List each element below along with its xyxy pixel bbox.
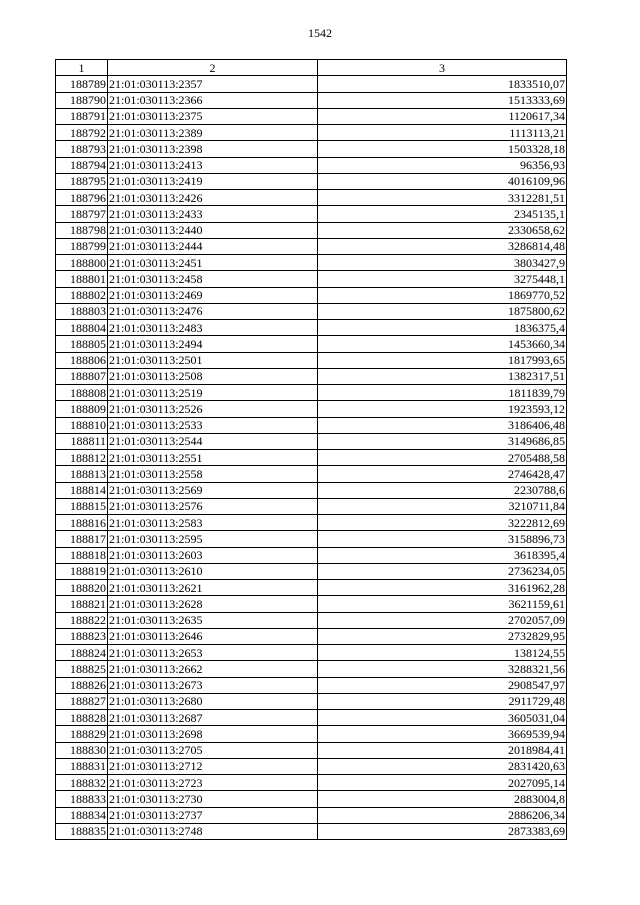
cadastral-number-cell: 21:01:030113:2375	[108, 108, 318, 124]
row-number-cell: 188798	[56, 222, 108, 238]
cadastral-number-cell: 21:01:030113:2551	[108, 450, 318, 466]
cadastral-number-cell: 21:01:030113:2501	[108, 352, 318, 368]
row-number-cell: 188827	[56, 693, 108, 709]
row-number-cell: 188815	[56, 498, 108, 514]
cadastral-number-cell: 21:01:030113:2662	[108, 661, 318, 677]
cadastral-value-cell: 4016109,96	[318, 173, 567, 189]
cadastral-value-cell: 3312281,51	[318, 190, 567, 206]
cadastral-value-cell: 3288321,56	[318, 661, 567, 677]
table-row	[56, 92, 567, 108]
row-number-cell: 188807	[56, 368, 108, 384]
cadastral-value-cell: 2886206,34	[318, 807, 567, 823]
cadastral-number-cell: 21:01:030113:2508	[108, 368, 318, 384]
row-number-cell: 188816	[56, 515, 108, 531]
cadastral-value-cell: 1923593,12	[318, 401, 567, 417]
row-number-cell: 188802	[56, 287, 108, 303]
row-number-cell: 188792	[56, 125, 108, 141]
table-row	[56, 157, 567, 173]
cadastral-value-cell: 2736234,05	[318, 563, 567, 579]
table-row	[56, 271, 567, 287]
cadastral-number-cell: 21:01:030113:2628	[108, 596, 318, 612]
cadastral-number-cell: 21:01:030113:2621	[108, 580, 318, 596]
row-number-cell: 188800	[56, 255, 108, 271]
cadastral-value-cell: 2883004,8	[318, 791, 567, 807]
table-row	[56, 661, 567, 677]
table-row	[56, 758, 567, 774]
row-number-cell: 188796	[56, 190, 108, 206]
cadastral-number-cell: 21:01:030113:2603	[108, 547, 318, 563]
table-row	[56, 775, 567, 791]
cadastral-value-cell: 3618395,4	[318, 547, 567, 563]
table-row	[56, 287, 567, 303]
cadastral-value-cell: 3158896,73	[318, 531, 567, 547]
cadastral-number-cell: 21:01:030113:2426	[108, 190, 318, 206]
column-header-1: 1	[56, 60, 108, 76]
row-number-cell: 188823	[56, 628, 108, 644]
row-number-cell: 188797	[56, 206, 108, 222]
row-number-cell: 188833	[56, 791, 108, 807]
cadastral-number-cell: 21:01:030113:2730	[108, 791, 318, 807]
table-row	[56, 368, 567, 384]
table-row	[56, 141, 567, 157]
row-number-cell: 188830	[56, 742, 108, 758]
cadastral-number-cell: 21:01:030113:2646	[108, 628, 318, 644]
row-number-cell: 188814	[56, 482, 108, 498]
table-row	[56, 336, 567, 352]
cadastral-number-cell: 21:01:030113:2705	[108, 742, 318, 758]
row-number-cell: 188826	[56, 677, 108, 693]
cadastral-value-cell: 2908547,97	[318, 677, 567, 693]
cadastral-number-cell: 21:01:030113:2698	[108, 726, 318, 742]
cadastral-value-cell: 96356,93	[318, 157, 567, 173]
cadastral-value-cell: 1811839,79	[318, 385, 567, 401]
table-row	[56, 255, 567, 271]
cadastral-value-cell: 3210711,84	[318, 498, 567, 514]
cadastral-value-cell: 3286814,48	[318, 238, 567, 254]
table-row	[56, 498, 567, 514]
cadastral-number-cell: 21:01:030113:2433	[108, 206, 318, 222]
row-number-cell: 188806	[56, 352, 108, 368]
row-number-cell: 188790	[56, 92, 108, 108]
cadastral-value-cell: 1875800,62	[318, 303, 567, 319]
table-row	[56, 190, 567, 206]
table-row	[56, 385, 567, 401]
column-header-2: 2	[108, 60, 318, 76]
row-number-cell: 188835	[56, 823, 108, 839]
table-row	[56, 482, 567, 498]
table-row	[56, 320, 567, 336]
cadastral-number-cell: 21:01:030113:2595	[108, 531, 318, 547]
row-number-cell: 188834	[56, 807, 108, 823]
row-number-cell: 188829	[56, 726, 108, 742]
cadastral-value-cell: 2911729,48	[318, 693, 567, 709]
cadastral-number-cell: 21:01:030113:2723	[108, 775, 318, 791]
cadastral-number-cell: 21:01:030113:2458	[108, 271, 318, 287]
cadastral-value-cell: 2746428,47	[318, 466, 567, 482]
table-row	[56, 563, 567, 579]
cadastral-value-cell: 3186406,48	[318, 417, 567, 433]
column-header-3: 3	[318, 60, 567, 76]
table-row	[56, 677, 567, 693]
cadastral-number-cell: 21:01:030113:2635	[108, 612, 318, 628]
row-number-cell: 188791	[56, 108, 108, 124]
table-row	[56, 303, 567, 319]
cadastral-number-cell: 21:01:030113:2494	[108, 336, 318, 352]
table-row	[56, 807, 567, 823]
cadastral-number-cell: 21:01:030113:2712	[108, 758, 318, 774]
table-row	[56, 466, 567, 482]
cadastral-number-cell: 21:01:030113:2533	[108, 417, 318, 433]
cadastral-value-cell: 3803427,9	[318, 255, 567, 271]
cadastral-value-cell: 2027095,14	[318, 775, 567, 791]
cadastral-number-cell: 21:01:030113:2451	[108, 255, 318, 271]
cadastral-value-cell: 2702057,09	[318, 612, 567, 628]
cadastral-value-cell: 3161962,28	[318, 580, 567, 596]
row-number-cell: 188825	[56, 661, 108, 677]
row-number-cell: 188824	[56, 645, 108, 661]
cadastral-value-cell: 2230788,6	[318, 482, 567, 498]
cadastral-value-cell: 1869770,52	[318, 287, 567, 303]
cadastral-number-cell: 21:01:030113:2569	[108, 482, 318, 498]
cadastral-value-cell: 138124,55	[318, 645, 567, 661]
cadastral-number-cell: 21:01:030113:2444	[108, 238, 318, 254]
cadastral-number-cell: 21:01:030113:2653	[108, 645, 318, 661]
table-row	[56, 450, 567, 466]
cadastral-number-cell: 21:01:030113:2366	[108, 92, 318, 108]
cadastral-value-cell: 2330658,62	[318, 222, 567, 238]
table-row	[56, 628, 567, 644]
table-row	[56, 580, 567, 596]
cadastral-number-cell: 21:01:030113:2526	[108, 401, 318, 417]
row-number-cell: 188808	[56, 385, 108, 401]
cadastral-number-cell: 21:01:030113:2389	[108, 125, 318, 141]
cadastral-number-cell: 21:01:030113:2737	[108, 807, 318, 823]
row-number-cell: 188831	[56, 758, 108, 774]
table-body	[56, 76, 567, 840]
cadastral-value-cell: 1513333,69	[318, 92, 567, 108]
row-number-cell: 188801	[56, 271, 108, 287]
cadastral-number-cell: 21:01:030113:2413	[108, 157, 318, 173]
table-row	[56, 108, 567, 124]
cadastral-number-cell: 21:01:030113:2576	[108, 498, 318, 514]
cadastral-value-cell: 2732829,95	[318, 628, 567, 644]
cadastral-value-cell: 1453660,34	[318, 336, 567, 352]
cadastral-value-cell: 2705488,58	[318, 450, 567, 466]
page-number: 1542	[308, 26, 332, 40]
cadastral-number-cell: 21:01:030113:2483	[108, 320, 318, 336]
row-number-cell: 188809	[56, 401, 108, 417]
cadastral-number-cell: 21:01:030113:2687	[108, 710, 318, 726]
row-number-cell: 188803	[56, 303, 108, 319]
row-number-cell: 188832	[56, 775, 108, 791]
row-number-cell: 188819	[56, 563, 108, 579]
table-row	[56, 206, 567, 222]
table-row	[56, 742, 567, 758]
cadastral-number-cell: 21:01:030113:2357	[108, 76, 318, 92]
row-number-cell: 188812	[56, 450, 108, 466]
cadastral-value-cell: 1113113,21	[318, 125, 567, 141]
table-row	[56, 222, 567, 238]
cadastral-value-cell: 1503328,18	[318, 141, 567, 157]
cadastral-number-cell: 21:01:030113:2544	[108, 433, 318, 449]
table-row	[56, 612, 567, 628]
row-number-cell: 188793	[56, 141, 108, 157]
cadastral-value-cell: 1833510,07	[318, 76, 567, 92]
cadastral-value-cell: 3275448,1	[318, 271, 567, 287]
cadastral-number-cell: 21:01:030113:2440	[108, 222, 318, 238]
table-row	[56, 76, 567, 92]
row-number-cell: 188804	[56, 320, 108, 336]
cadastral-value-cell: 2018984,41	[318, 742, 567, 758]
cadastral-value-cell: 2345135,1	[318, 206, 567, 222]
cadastral-number-cell: 21:01:030113:2469	[108, 287, 318, 303]
cadastral-number-cell: 21:01:030113:2398	[108, 141, 318, 157]
cadastral-value-table	[55, 59, 567, 840]
cadastral-number-cell: 21:01:030113:2476	[108, 303, 318, 319]
row-number-cell: 188799	[56, 238, 108, 254]
table-row	[56, 726, 567, 742]
row-number-cell: 188810	[56, 417, 108, 433]
cadastral-value-cell: 3605031,04	[318, 710, 567, 726]
table-row	[56, 238, 567, 254]
row-number-cell: 188805	[56, 336, 108, 352]
row-number-cell: 188818	[56, 547, 108, 563]
cadastral-value-cell: 3669539,94	[318, 726, 567, 742]
cadastral-number-cell: 21:01:030113:2558	[108, 466, 318, 482]
table-row	[56, 173, 567, 189]
row-number-cell: 188813	[56, 466, 108, 482]
cadastral-number-cell: 21:01:030113:2680	[108, 693, 318, 709]
row-number-cell: 188789	[56, 76, 108, 92]
table-row	[56, 401, 567, 417]
cadastral-number-cell: 21:01:030113:2419	[108, 173, 318, 189]
cadastral-number-cell: 21:01:030113:2610	[108, 563, 318, 579]
cadastral-number-cell: 21:01:030113:2748	[108, 823, 318, 839]
cadastral-value-cell: 2831420,63	[318, 758, 567, 774]
row-number-cell: 188795	[56, 173, 108, 189]
row-number-cell: 188821	[56, 596, 108, 612]
table-row	[56, 693, 567, 709]
table-row	[56, 417, 567, 433]
row-number-cell: 188811	[56, 433, 108, 449]
table-header-row	[56, 60, 567, 76]
table-row	[56, 433, 567, 449]
cadastral-number-cell: 21:01:030113:2583	[108, 515, 318, 531]
row-number-cell: 188820	[56, 580, 108, 596]
table-row	[56, 710, 567, 726]
table-row	[56, 596, 567, 612]
cadastral-value-cell: 3222812,69	[318, 515, 567, 531]
table-row	[56, 352, 567, 368]
cadastral-value-cell: 3149686,85	[318, 433, 567, 449]
table-row	[56, 823, 567, 839]
cadastral-value-cell: 1817993,65	[318, 352, 567, 368]
cadastral-value-cell: 1120617,34	[318, 108, 567, 124]
cadastral-value-cell: 3621159,61	[318, 596, 567, 612]
cadastral-number-cell: 21:01:030113:2519	[108, 385, 318, 401]
cadastral-value-cell: 1382317,51	[318, 368, 567, 384]
row-number-cell: 188822	[56, 612, 108, 628]
table-row	[56, 547, 567, 563]
cadastral-number-cell: 21:01:030113:2673	[108, 677, 318, 693]
table-row	[56, 645, 567, 661]
cadastral-value-cell: 2873383,69	[318, 823, 567, 839]
row-number-cell: 188817	[56, 531, 108, 547]
table-row	[56, 515, 567, 531]
row-number-cell: 188828	[56, 710, 108, 726]
table-row	[56, 125, 567, 141]
table-row	[56, 531, 567, 547]
row-number-cell: 188794	[56, 157, 108, 173]
cadastral-value-cell: 1836375,4	[318, 320, 567, 336]
table-row	[56, 791, 567, 807]
